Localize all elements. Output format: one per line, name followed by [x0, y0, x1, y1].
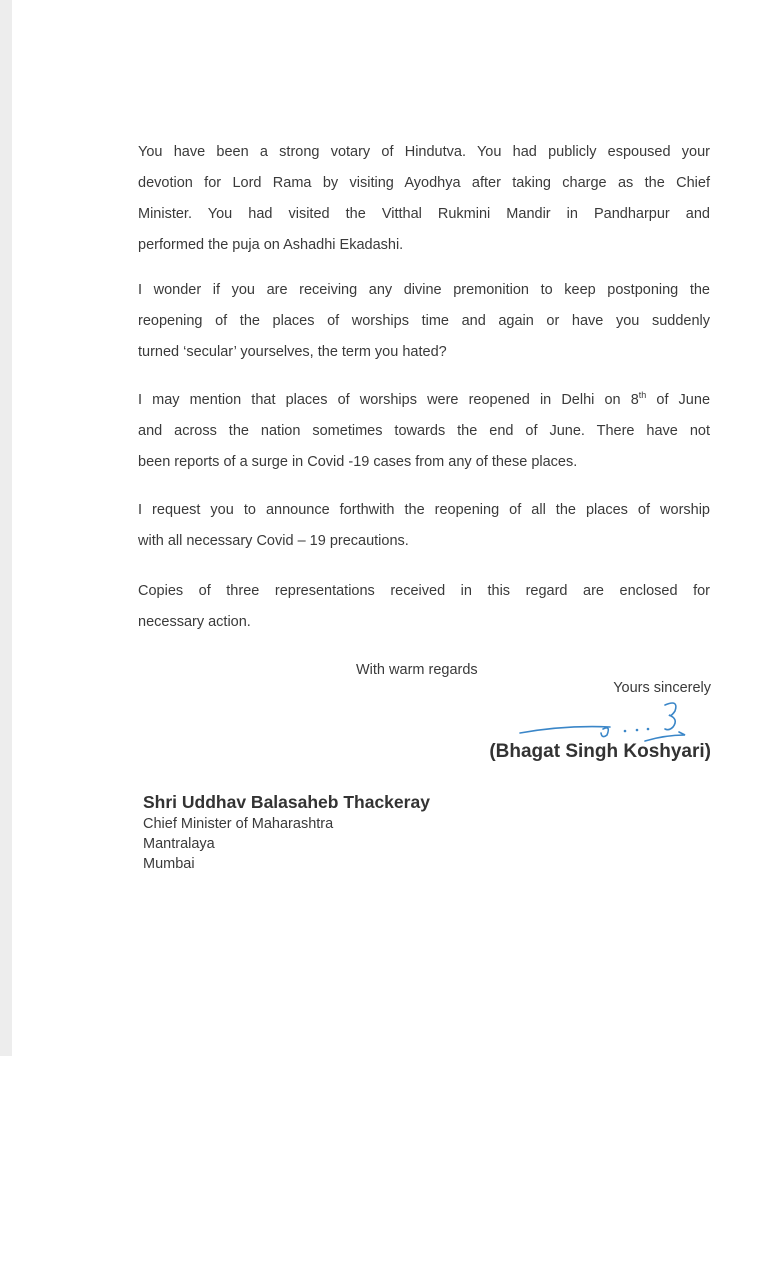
superscript: th: [638, 390, 647, 401]
text-line: been reports of a surge in Covid -19 cases from any of these places.: [138, 454, 578, 470]
recipient-title: Chief Minister of Maharashtra: [143, 816, 334, 832]
paragraph-1: [138, 137, 710, 261]
text-line: You have been a strong votary of Hindutva. You had publicly espoused your: [138, 144, 710, 160]
paragraph-4: [138, 495, 710, 557]
text-line: I request you to announce forthwith the reopening of all the places of worship: [138, 502, 710, 518]
text-line: [138, 385, 710, 416]
paragraph-2: [138, 275, 710, 368]
closing-text: Yours sincerely: [613, 680, 711, 696]
text-line: performed the puja on Ashadhi Ekadashi.: [138, 237, 404, 253]
text-line: necessary action.: [138, 614, 251, 630]
text-line: I wonder if you are receiving any divine premonition to keep postponing the: [138, 282, 710, 298]
text-line: turned ‘secular’ yourselves, the term you hated?: [138, 344, 447, 360]
regards-text: With warm regards: [356, 662, 478, 678]
recipient-city: Mumbai: [143, 856, 195, 872]
text-segment: I may mention that places of worships were reopened in Delhi on 8: [138, 392, 639, 408]
recipient-name: Shri Uddhav Balasaheb Thackeray: [143, 792, 430, 812]
recipient-address: [143, 790, 430, 874]
text-line: with all necessary Covid – 19 precautions.: [138, 533, 409, 549]
scan-edge: [0, 0, 12, 1056]
recipient-office: Mantralaya: [143, 836, 215, 852]
paragraph-3: [138, 385, 710, 478]
paragraph-5: [138, 576, 710, 638]
text-line: and across the nation sometimes towards the end of June. There have not: [138, 423, 710, 439]
signature-icon: [515, 695, 695, 745]
text-line: reopening of the places of worships time and again or have you suddenly: [138, 313, 710, 329]
text-segment: of June: [646, 392, 711, 408]
signatory-name: (Bhagat Singh Koshyari): [489, 741, 711, 762]
text-line: Copies of three representations received in this regard are enclosed for: [138, 583, 710, 599]
text-line: Minister. You had visited the Vitthal Rukmini Mandir in Pandharpur and: [138, 206, 710, 222]
text-line: devotion for Lord Rama by visiting Ayodhya after taking charge as the Chief: [138, 175, 710, 191]
